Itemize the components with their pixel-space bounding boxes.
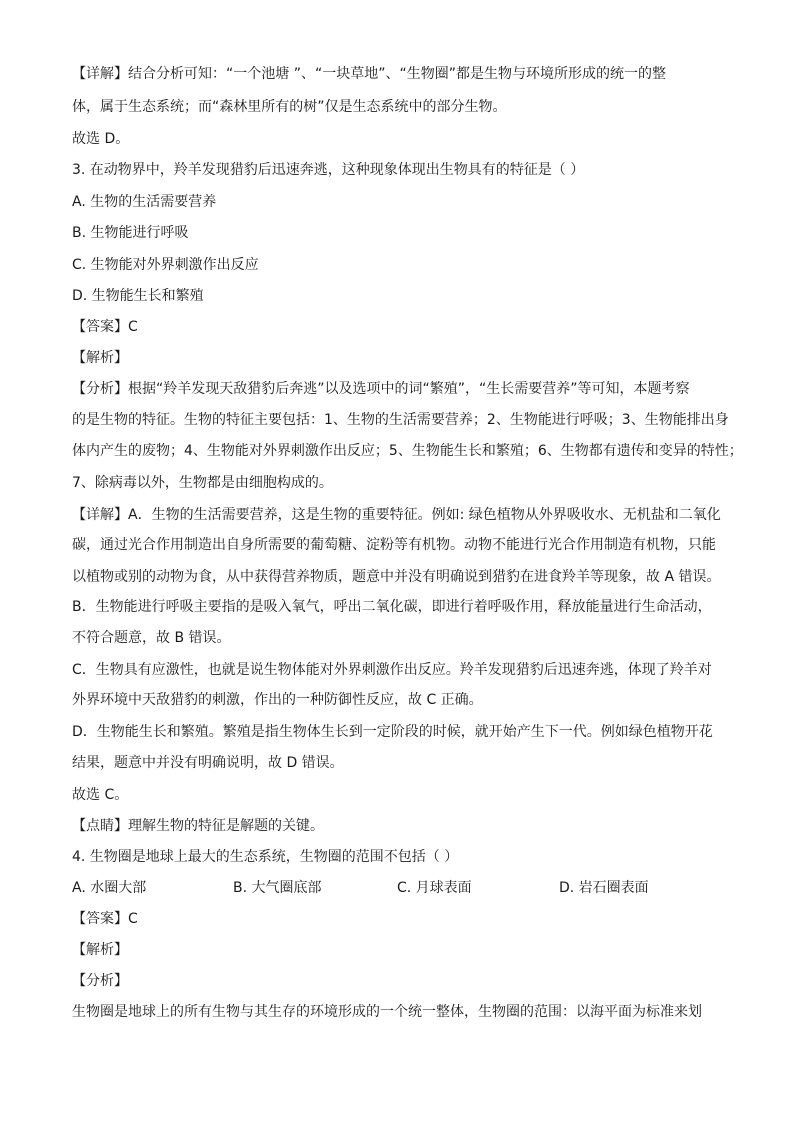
text-line: 【详解】结合分析可知：“一个池塘 ”、“一块草地”、“生物圈”都是生物与环境所形成的统一的整 (72, 66, 666, 82)
answer-label: 【答案】C (72, 319, 138, 335)
text-line: 不符合题意，故 B 错误。 (72, 630, 231, 646)
question-3-stem: 3. 在动物界中，羚羊发现猎豹后迅速奔逃，这种现象体现出生物具有的特征是（ ） (72, 162, 585, 178)
text-line: 结果，题意中并没有明确说明，故 D 错误。 (72, 755, 344, 771)
text-line: 以植物或别的动物为食，从中获得营养物质，题意中并没有明确说到猎豹在进食羚羊等现象，故 A 错误。 (72, 569, 721, 585)
option-d: D. 生物能生长和繁殖 (72, 288, 204, 304)
text-line: 7、除病毒以外，生物都是由细胞构成的。 (72, 475, 333, 491)
option-b: B. 生物能进行呼吸 (72, 225, 189, 241)
q4-option-a: A. 水圈大部 (72, 880, 147, 896)
q4-option-c: C. 月球表面 (397, 880, 472, 896)
text-line: 【分析】根据“羚羊发现天敌猎豹后奔逃”以及选项中的词“繁殖”，“生长需要营养”等可知，本题考察 (72, 381, 690, 397)
option-c: C. 生物能对外界刺激作出反应 (72, 257, 259, 273)
analysis-heading: 【解析】 (72, 350, 128, 366)
text-line: 【点睛】理解生物的特征是解题的关键。 (72, 818, 324, 834)
text-line: 外界环境中天敌猎豹的刺激，作出的一种防御性反应，故 C 正确。 (72, 692, 483, 708)
text-line: 故选 D。 (72, 131, 130, 147)
option-a: A. 生物的生活需要营养 (72, 194, 217, 210)
text-line: C．生物具有应激性，也就是说生物体能对外界刺激作出反应。羚羊发现猎豹后迅速奔逃，体现了羚羊对 (72, 662, 712, 678)
text-line: 碳，通过光合作用制造出自身所需要的葡萄糖、淀粉等有机物。动物不能进行光合作用制造有机物，只能 (72, 537, 716, 553)
text-line: 故选 C。 (72, 787, 129, 803)
text-line: 的是生物的特征。生物的特征主要包括：1、生物的生活需要营养；2、生物能进行呼吸；3、生物能排出身 (72, 412, 729, 428)
text-line: 生物圈是地球上的所有生物与其生存的环境形成的一个统一整体，生物圈的范围：以海平面为标准来划 (72, 1004, 702, 1020)
text-line: B．生物能进行呼吸主要指的是吸入氧气，呼出二氧化碳，即进行着呼吸作用，释放能量进行生命活动， (72, 599, 712, 615)
answer-label: 【答案】C (72, 911, 138, 927)
text-line: D．生物能生长和繁殖。繁殖是指生物体生长到一定阶段的时候，就开始产生下一代。例如绿色植物开花 (72, 724, 713, 740)
text-line: 体，属于生态系统；而“森林里所有的树”仅是生态系统中的部分生物。 (72, 99, 507, 115)
analysis-heading: 【解析】 (72, 942, 128, 958)
fenxi-heading: 【分析】 (72, 973, 128, 989)
q4-option-d: D. 岩石圈表面 (559, 880, 649, 896)
text-line: 【详解】A．生物的生活需要营养，这是生物的重要特征。例如: 绿色植物从外界吸收水、无机盐和二氧化 (72, 507, 721, 523)
text-line: 体内产生的废物；4、生物能对外界刺激作出反应；5、生物能生长和繁殖；6、生物都有遗传和变异的特性； (72, 443, 743, 459)
q4-option-b: B. 大气圈底部 (233, 880, 322, 896)
question-4-stem: 4. 生物圈是地球上最大的生态系统，生物圈的范围不包括（ ） (72, 849, 459, 865)
